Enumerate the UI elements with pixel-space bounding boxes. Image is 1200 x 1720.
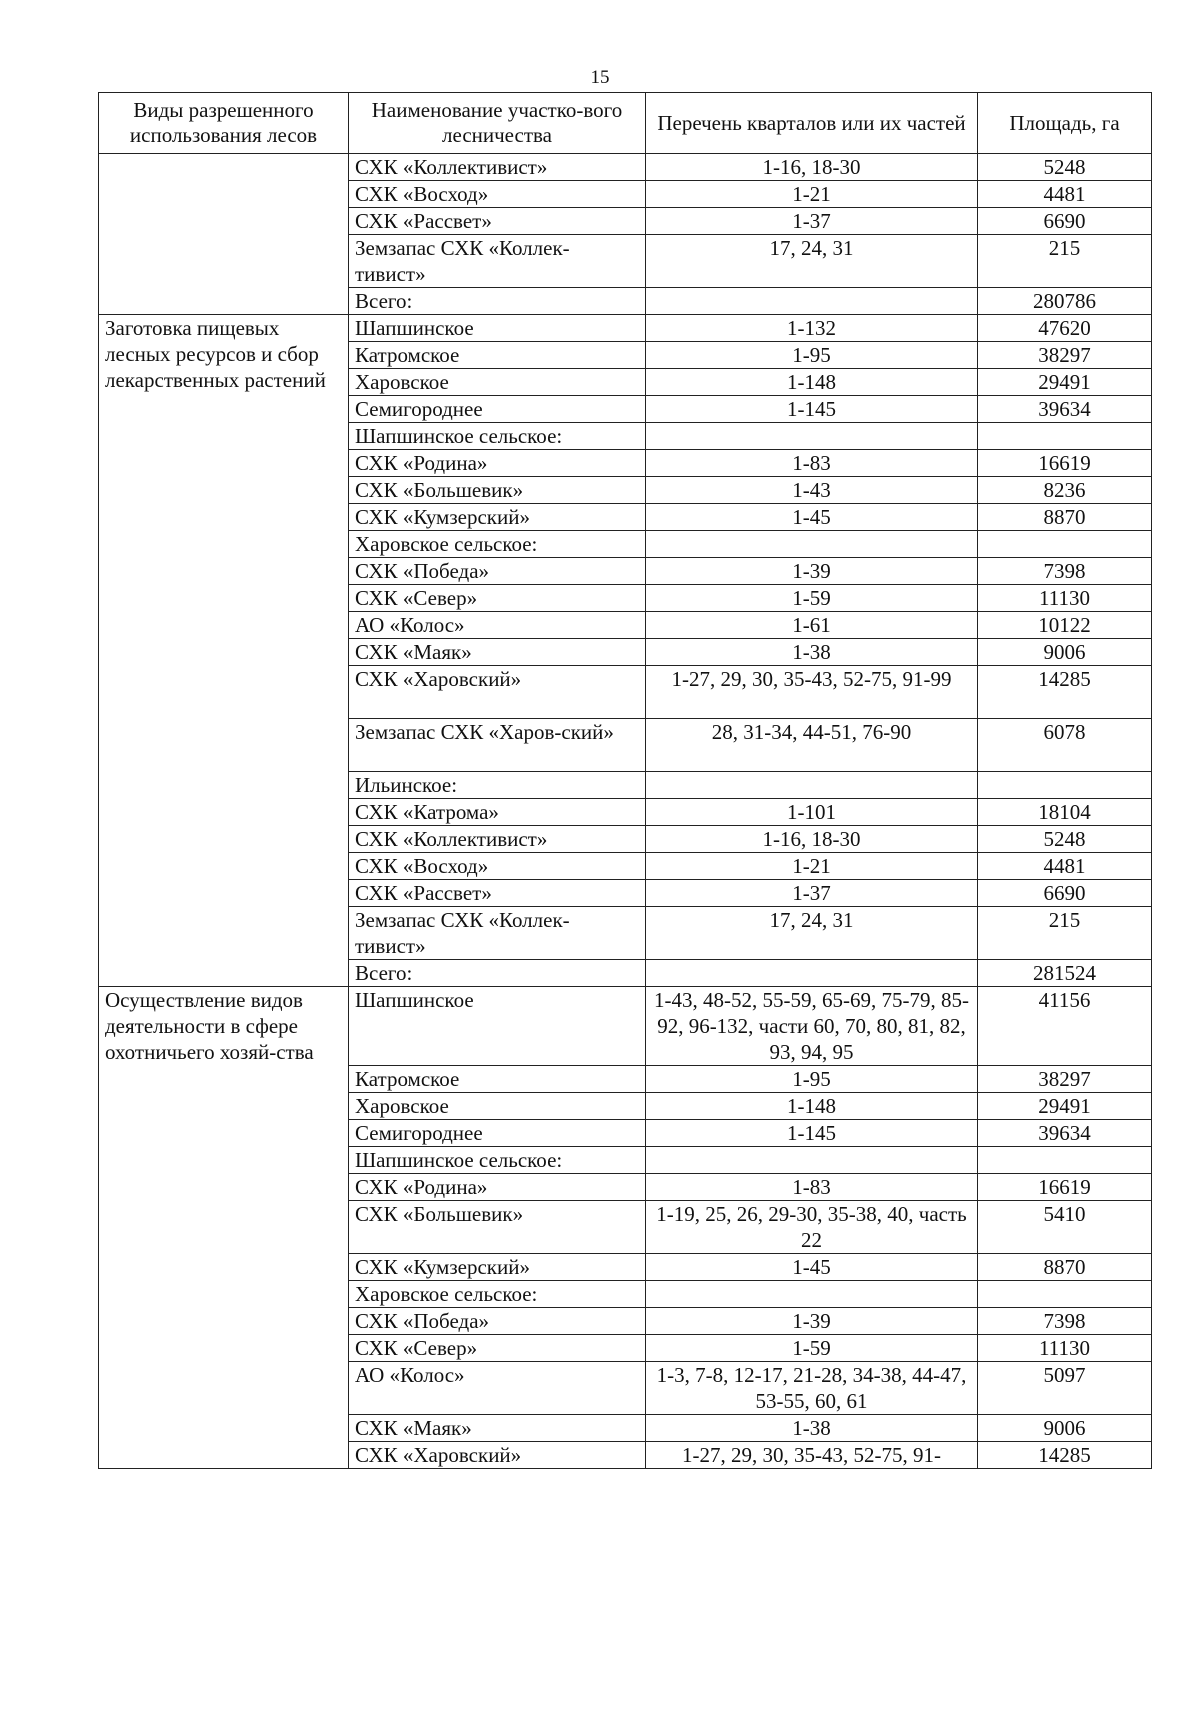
area-cell: 8870: [978, 1254, 1152, 1281]
forestry-name-cell: СХК «Восход»: [349, 181, 646, 208]
quarters-cell: 1-3, 7-8, 12-17, 21-28, 34-38, 44-47, 53-55, 60, 61: [646, 1362, 978, 1415]
forestry-name-cell: Всего:: [349, 288, 646, 315]
table-row: [99, 154, 1152, 181]
area-cell: 16619: [978, 450, 1152, 477]
area-cell: 5410: [978, 1201, 1152, 1254]
area-cell: 5097: [978, 1362, 1152, 1415]
forestry-name-cell: Харовское сельское:: [349, 1281, 646, 1308]
table-body: [99, 154, 1152, 1469]
quarters-cell: 1-21: [646, 853, 978, 880]
quarters-cell: 1-59: [646, 585, 978, 612]
area-cell: 39634: [978, 396, 1152, 423]
area-cell: [978, 1281, 1152, 1308]
quarters-cell: 1-59: [646, 1335, 978, 1362]
quarters-cell: 1-39: [646, 558, 978, 585]
forestry-name-cell: Ильинское:: [349, 772, 646, 799]
quarters-cell: 1-21: [646, 181, 978, 208]
use-kind-cell: [99, 154, 349, 315]
area-cell: 9006: [978, 1415, 1152, 1442]
area-cell: 8236: [978, 477, 1152, 504]
area-cell: 29491: [978, 369, 1152, 396]
area-cell: 7398: [978, 558, 1152, 585]
area-cell: 38297: [978, 1066, 1152, 1093]
area-cell: 14285: [978, 1442, 1152, 1469]
quarters-cell: 1-37: [646, 880, 978, 907]
quarters-cell: 1-19, 25, 26, 29-30, 35-38, 40, часть 22: [646, 1201, 978, 1254]
area-cell: 215: [978, 907, 1152, 960]
quarters-cell: 1-61: [646, 612, 978, 639]
forest-use-table: [98, 92, 1152, 1469]
forestry-name-cell: Семигороднее: [349, 1120, 646, 1147]
quarters-cell: 1-148: [646, 369, 978, 396]
forestry-name-cell: СХК «Маяк»: [349, 1415, 646, 1442]
area-cell: 215: [978, 235, 1152, 288]
quarters-cell: 1-145: [646, 396, 978, 423]
quarters-cell: 1-27, 29, 30, 35-43, 52-75, 91-99: [646, 666, 978, 719]
forestry-name-cell: Катромское: [349, 342, 646, 369]
quarters-cell: 1-145: [646, 1120, 978, 1147]
quarters-cell: 1-39: [646, 1308, 978, 1335]
quarters-cell: 17, 24, 31: [646, 235, 978, 288]
area-cell: 7398: [978, 1308, 1152, 1335]
quarters-cell: 1-83: [646, 1174, 978, 1201]
forestry-name-cell: СХК «Маяк»: [349, 639, 646, 666]
forestry-name-cell: СХК «Победа»: [349, 558, 646, 585]
forestry-name-cell: Всего:: [349, 960, 646, 987]
quarters-cell: 1-83: [646, 450, 978, 477]
area-cell: 47620: [978, 315, 1152, 342]
quarters-cell: 1-101: [646, 799, 978, 826]
forestry-name-cell: СХК «Харовский»: [349, 1442, 646, 1469]
forestry-name-cell: СХК «Коллективист»: [349, 826, 646, 853]
forestry-name-cell: СХК «Катрома»: [349, 799, 646, 826]
area-cell: [978, 772, 1152, 799]
forestry-name-cell: Шапшинское: [349, 987, 646, 1066]
area-cell: 6078: [978, 719, 1152, 772]
forestry-name-cell: СХК «Большевик»: [349, 477, 646, 504]
quarters-cell: 1-45: [646, 1254, 978, 1281]
forestry-name-cell: Земзапас СХК «Коллек-тивист»: [349, 907, 646, 960]
area-cell: 6690: [978, 208, 1152, 235]
forestry-name-cell: СХК «Коллективист»: [349, 154, 646, 181]
area-cell: 11130: [978, 1335, 1152, 1362]
quarters-cell: 17, 24, 31: [646, 907, 978, 960]
forestry-name-cell: Харовское сельское:: [349, 531, 646, 558]
quarters-cell: [646, 772, 978, 799]
forestry-name-cell: АО «Колос»: [349, 1362, 646, 1415]
use-kind-cell: Осуществление видов деятельности в сфере охотничьего хозяй-ства: [99, 987, 349, 1469]
forestry-name-cell: Шапшинское сельское:: [349, 423, 646, 450]
quarters-cell: 1-37: [646, 208, 978, 235]
area-cell: [978, 1147, 1152, 1174]
quarters-cell: [646, 531, 978, 558]
header-name: Наименование участко-вого лесничества: [349, 93, 646, 154]
forestry-name-cell: АО «Колос»: [349, 612, 646, 639]
forestry-name-cell: Земзапас СХК «Харов-ский»: [349, 719, 646, 772]
area-cell: 5248: [978, 154, 1152, 181]
area-cell: 41156: [978, 987, 1152, 1066]
table-row: [99, 315, 1152, 342]
forestry-name-cell: СХК «Рассвет»: [349, 880, 646, 907]
area-cell: 38297: [978, 342, 1152, 369]
table-row: [99, 987, 1152, 1066]
area-cell: 4481: [978, 181, 1152, 208]
area-cell: 8870: [978, 504, 1152, 531]
forestry-name-cell: СХК «Восход»: [349, 853, 646, 880]
area-cell: 281524: [978, 960, 1152, 987]
quarters-cell: 1-43: [646, 477, 978, 504]
area-cell: 280786: [978, 288, 1152, 315]
area-cell: 39634: [978, 1120, 1152, 1147]
forestry-name-cell: СХК «Родина»: [349, 1174, 646, 1201]
quarters-cell: 1-16, 18-30: [646, 154, 978, 181]
forestry-name-cell: СХК «Север»: [349, 1335, 646, 1362]
header-area: Площадь, га: [978, 93, 1152, 154]
forestry-name-cell: СХК «Родина»: [349, 450, 646, 477]
forestry-name-cell: СХК «Рассвет»: [349, 208, 646, 235]
area-cell: [978, 531, 1152, 558]
area-cell: 4481: [978, 853, 1152, 880]
quarters-cell: [646, 960, 978, 987]
quarters-cell: [646, 1147, 978, 1174]
area-cell: 16619: [978, 1174, 1152, 1201]
forestry-name-cell: СХК «Большевик»: [349, 1201, 646, 1254]
quarters-cell: 1-16, 18-30: [646, 826, 978, 853]
forestry-name-cell: Катромское: [349, 1066, 646, 1093]
quarters-cell: [646, 1281, 978, 1308]
quarters-cell: 1-27, 29, 30, 35-43, 52-75, 91-: [646, 1442, 978, 1469]
forestry-name-cell: Харовское: [349, 369, 646, 396]
area-cell: 11130: [978, 585, 1152, 612]
area-cell: 10122: [978, 612, 1152, 639]
forestry-name-cell: СХК «Кумзерский»: [349, 504, 646, 531]
quarters-cell: 1-95: [646, 1066, 978, 1093]
area-cell: 6690: [978, 880, 1152, 907]
header-kind: Виды разрешенного использования лесов: [99, 93, 349, 154]
forestry-name-cell: Земзапас СХК «Коллек-тивист»: [349, 235, 646, 288]
quarters-cell: 1-148: [646, 1093, 978, 1120]
quarters-cell: 1-45: [646, 504, 978, 531]
quarters-cell: 1-38: [646, 1415, 978, 1442]
quarters-cell: 28, 31-34, 44-51, 76-90: [646, 719, 978, 772]
forestry-name-cell: СХК «Победа»: [349, 1308, 646, 1335]
use-kind-cell: Заготовка пищевых лесных ресурсов и сбор лекарственных растений: [99, 315, 349, 987]
forestry-name-cell: Шапшинское: [349, 315, 646, 342]
quarters-cell: 1-132: [646, 315, 978, 342]
forestry-name-cell: СХК «Кумзерский»: [349, 1254, 646, 1281]
area-cell: 9006: [978, 639, 1152, 666]
header-quarters: Перечень кварталов или их частей: [646, 93, 978, 154]
quarters-cell: 1-95: [646, 342, 978, 369]
area-cell: 29491: [978, 1093, 1152, 1120]
area-cell: [978, 423, 1152, 450]
forestry-name-cell: СХК «Север»: [349, 585, 646, 612]
forestry-name-cell: Шапшинское сельское:: [349, 1147, 646, 1174]
forestry-name-cell: Харовское: [349, 1093, 646, 1120]
forestry-name-cell: Семигороднее: [349, 396, 646, 423]
area-cell: 5248: [978, 826, 1152, 853]
table-header-row: [99, 93, 1152, 154]
page-number: 15: [590, 67, 610, 88]
forestry-name-cell: СХК «Харовский»: [349, 666, 646, 719]
quarters-cell: [646, 423, 978, 450]
area-cell: 18104: [978, 799, 1152, 826]
quarters-cell: 1-43, 48-52, 55-59, 65-69, 75-79, 85-92, 96-132, части 60, 70, 80, 81, 82, 93, 94, 95: [646, 987, 978, 1066]
quarters-cell: [646, 288, 978, 315]
area-cell: 14285: [978, 666, 1152, 719]
quarters-cell: 1-38: [646, 639, 978, 666]
